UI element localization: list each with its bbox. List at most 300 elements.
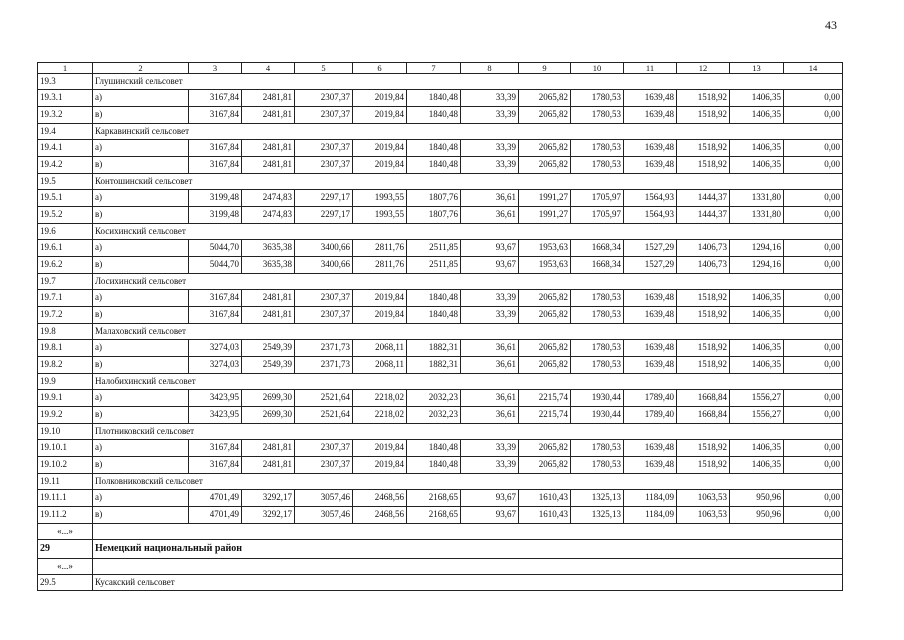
row-label-cell: в) [93, 407, 189, 424]
row-code-cell: 19.4 [38, 124, 93, 140]
table-row [38, 257, 843, 274]
value-cell: 1294,16 [730, 257, 784, 274]
value-cell: 2371,73 [295, 357, 353, 374]
column-header-cell: 2 [93, 63, 189, 74]
row-code-cell: 19.7 [38, 274, 93, 290]
value-cell: 2168,65 [407, 507, 461, 524]
value-cell: 1518,92 [677, 307, 730, 324]
value-cell: 0,00 [784, 107, 843, 124]
value-cell: 4701,49 [189, 490, 242, 507]
row-label-cell: а) [93, 290, 189, 307]
settlement-row [38, 374, 843, 390]
value-cell: 1518,92 [677, 340, 730, 357]
row-label-cell: а) [93, 440, 189, 457]
value-cell: 1518,92 [677, 357, 730, 374]
column-header-cell: 4 [242, 63, 295, 74]
value-cell: 3400,66 [295, 257, 353, 274]
value-cell: 36,61 [461, 390, 519, 407]
value-cell: 2811,76 [353, 240, 407, 257]
value-cell: 1294,16 [730, 240, 784, 257]
value-cell: 3167,84 [189, 307, 242, 324]
row-name-cell: Контошинский сельсовет [93, 174, 843, 190]
row-code-cell: 19.11.2 [38, 507, 93, 524]
value-cell: 2699,30 [242, 407, 295, 424]
value-cell: 1807,76 [407, 207, 461, 224]
value-cell: 2307,37 [295, 157, 353, 174]
value-cell: 0,00 [784, 440, 843, 457]
value-cell: 0,00 [784, 240, 843, 257]
value-cell: 1406,35 [730, 290, 784, 307]
value-cell: 0,00 [784, 190, 843, 207]
table-row [38, 407, 843, 424]
value-cell: 1780,53 [571, 440, 624, 457]
value-cell: 0,00 [784, 90, 843, 107]
value-cell: 2019,84 [353, 107, 407, 124]
value-cell: 2019,84 [353, 307, 407, 324]
column-header-cell: 13 [730, 63, 784, 74]
value-cell: 0,00 [784, 490, 843, 507]
settlement-row [38, 474, 843, 490]
value-cell: 2307,37 [295, 140, 353, 157]
row-name-cell: Каркавинский сельсовет [93, 124, 843, 140]
value-cell: 2168,65 [407, 490, 461, 507]
value-cell: 1668,84 [677, 390, 730, 407]
row-code-cell: «...» [38, 524, 93, 540]
row-code-cell: 19.3 [38, 74, 93, 90]
value-cell: 1518,92 [677, 440, 730, 457]
row-code-cell: 19.8 [38, 324, 93, 340]
value-cell: 1639,48 [624, 307, 677, 324]
row-code-cell: 19.5 [38, 174, 93, 190]
settlement-row [38, 575, 843, 591]
value-cell: 1780,53 [571, 357, 624, 374]
value-cell: 1639,48 [624, 457, 677, 474]
value-cell: 1063,53 [677, 490, 730, 507]
value-cell: 1930,44 [571, 390, 624, 407]
value-cell: 3167,84 [189, 107, 242, 124]
value-cell: 2065,82 [519, 340, 571, 357]
value-cell: 2019,84 [353, 457, 407, 474]
value-cell: 2481,81 [242, 107, 295, 124]
value-cell: 1406,35 [730, 340, 784, 357]
ellipsis-row [38, 524, 843, 540]
column-header-cell: 12 [677, 63, 730, 74]
column-header-cell: 11 [624, 63, 677, 74]
column-header-cell: 6 [353, 63, 407, 74]
row-name-cell: Глушинский сельсовет [93, 74, 843, 90]
row-code-cell: 29.5 [38, 575, 93, 591]
value-cell: 33,39 [461, 90, 519, 107]
settlement-row [38, 224, 843, 240]
value-cell: 2032,23 [407, 407, 461, 424]
value-cell: 1780,53 [571, 290, 624, 307]
table-row [38, 307, 843, 324]
value-cell: 2065,82 [519, 440, 571, 457]
value-cell: 33,39 [461, 140, 519, 157]
value-cell: 0,00 [784, 157, 843, 174]
table-row [38, 390, 843, 407]
value-cell: 2019,84 [353, 90, 407, 107]
value-cell: 36,61 [461, 207, 519, 224]
value-cell: 1639,48 [624, 107, 677, 124]
row-label-cell: в) [93, 307, 189, 324]
value-cell: 1564,93 [624, 190, 677, 207]
value-cell: 2481,81 [242, 290, 295, 307]
value-cell: 3167,84 [189, 457, 242, 474]
value-cell: 36,61 [461, 407, 519, 424]
value-cell: 1406,35 [730, 457, 784, 474]
value-cell: 1780,53 [571, 157, 624, 174]
row-code-cell: 19.10.1 [38, 440, 93, 457]
value-cell: 1406,35 [730, 140, 784, 157]
value-cell: 2307,37 [295, 307, 353, 324]
row-label-cell: а) [93, 240, 189, 257]
value-cell: 3199,48 [189, 207, 242, 224]
value-cell: 1780,53 [571, 140, 624, 157]
column-header-cell: 5 [295, 63, 353, 74]
value-cell: 1840,48 [407, 90, 461, 107]
column-header-cell: 1 [38, 63, 93, 74]
value-cell: 33,39 [461, 290, 519, 307]
value-cell: 950,96 [730, 490, 784, 507]
value-cell: 2019,84 [353, 290, 407, 307]
value-cell: 1780,53 [571, 307, 624, 324]
value-cell: 1639,48 [624, 340, 677, 357]
value-cell: 2474,83 [242, 190, 295, 207]
value-cell: 1639,48 [624, 140, 677, 157]
district-row [38, 540, 843, 559]
value-cell: 1780,53 [571, 340, 624, 357]
settlement-row [38, 274, 843, 290]
row-label-cell: а) [93, 90, 189, 107]
row-code-cell: 29 [38, 540, 93, 559]
value-cell: 1639,48 [624, 357, 677, 374]
value-cell: 1406,35 [730, 157, 784, 174]
value-cell: 1953,63 [519, 240, 571, 257]
value-cell: 1930,44 [571, 407, 624, 424]
value-cell: 1780,53 [571, 457, 624, 474]
value-cell: 3167,84 [189, 440, 242, 457]
row-name-cell: Немецкий национальный район [93, 540, 843, 559]
value-cell: 3423,95 [189, 390, 242, 407]
value-cell: 3400,66 [295, 240, 353, 257]
value-cell: 2218,02 [353, 390, 407, 407]
column-header-cell: 10 [571, 63, 624, 74]
value-cell: 0,00 [784, 140, 843, 157]
row-code-cell: 19.6.2 [38, 257, 93, 274]
value-cell: 3199,48 [189, 190, 242, 207]
value-cell: 2065,82 [519, 90, 571, 107]
value-cell: 1882,31 [407, 340, 461, 357]
value-cell: 2481,81 [242, 440, 295, 457]
row-code-cell: «...» [38, 559, 93, 575]
value-cell: 1668,34 [571, 240, 624, 257]
value-cell: 1991,27 [519, 190, 571, 207]
value-cell: 93,67 [461, 507, 519, 524]
value-cell: 2481,81 [242, 140, 295, 157]
value-cell: 950,96 [730, 507, 784, 524]
value-cell: 2019,84 [353, 140, 407, 157]
value-cell: 2371,73 [295, 340, 353, 357]
value-cell: 33,39 [461, 157, 519, 174]
value-cell: 1444,37 [677, 207, 730, 224]
value-cell: 2307,37 [295, 290, 353, 307]
row-label-cell: в) [93, 157, 189, 174]
value-cell: 33,39 [461, 440, 519, 457]
value-cell: 2549,39 [242, 340, 295, 357]
value-cell: 0,00 [784, 457, 843, 474]
value-cell: 2468,56 [353, 490, 407, 507]
column-header-cell: 14 [784, 63, 843, 74]
value-cell: 2215,74 [519, 407, 571, 424]
value-cell: 1639,48 [624, 157, 677, 174]
row-code-cell: 19.7.2 [38, 307, 93, 324]
row-name-cell: Косихинский сельсовет [93, 224, 843, 240]
value-cell: 0,00 [784, 307, 843, 324]
row-code-cell: 19.3.1 [38, 90, 93, 107]
value-cell: 1444,37 [677, 190, 730, 207]
value-cell: 1406,35 [730, 307, 784, 324]
row-label-cell: в) [93, 257, 189, 274]
table-row [38, 357, 843, 374]
value-cell: 0,00 [784, 390, 843, 407]
value-cell: 1991,27 [519, 207, 571, 224]
value-cell: 1840,48 [407, 290, 461, 307]
value-cell: 2068,11 [353, 340, 407, 357]
column-header-cell: 8 [461, 63, 519, 74]
value-cell: 3167,84 [189, 90, 242, 107]
value-cell: 2065,82 [519, 140, 571, 157]
value-cell: 1331,80 [730, 207, 784, 224]
row-name-cell: Плотниковский сельсовет [93, 424, 843, 440]
row-label-cell: в) [93, 207, 189, 224]
row-code-cell: 19.9 [38, 374, 93, 390]
value-cell: 33,39 [461, 457, 519, 474]
table-row [38, 107, 843, 124]
value-cell: 2521,64 [295, 407, 353, 424]
table-row [38, 90, 843, 107]
value-cell: 36,61 [461, 190, 519, 207]
value-cell: 1807,76 [407, 190, 461, 207]
value-cell: 1406,35 [730, 107, 784, 124]
value-cell: 1325,13 [571, 490, 624, 507]
value-cell: 1527,29 [624, 240, 677, 257]
row-code-cell: 19.6.1 [38, 240, 93, 257]
value-cell: 1993,55 [353, 207, 407, 224]
row-name-cell: Лосихинский сельсовет [93, 274, 843, 290]
value-cell: 36,61 [461, 340, 519, 357]
settlement-row [38, 74, 843, 90]
value-cell: 3167,84 [189, 140, 242, 157]
value-cell: 2065,82 [519, 290, 571, 307]
row-code-cell: 19.6 [38, 224, 93, 240]
value-cell: 3423,95 [189, 407, 242, 424]
tariff-table [37, 62, 843, 591]
value-cell: 2297,17 [295, 207, 353, 224]
value-cell: 2065,82 [519, 157, 571, 174]
row-name-cell: Налобихинский сельсовет [93, 374, 843, 390]
value-cell: 1993,55 [353, 190, 407, 207]
row-code-cell: 19.8.1 [38, 340, 93, 357]
row-code-cell: 19.10 [38, 424, 93, 440]
row-code-cell: 19.7.1 [38, 290, 93, 307]
value-cell: 2019,84 [353, 440, 407, 457]
value-cell: 0,00 [784, 340, 843, 357]
row-name-cell [93, 524, 843, 540]
value-cell: 2307,37 [295, 440, 353, 457]
value-cell: 0,00 [784, 407, 843, 424]
value-cell: 2065,82 [519, 357, 571, 374]
table-row [38, 507, 843, 524]
value-cell: 2065,82 [519, 107, 571, 124]
row-name-cell [93, 559, 843, 575]
value-cell: 2065,82 [519, 457, 571, 474]
row-label-cell: в) [93, 507, 189, 524]
value-cell: 3274,03 [189, 340, 242, 357]
value-cell: 1882,31 [407, 357, 461, 374]
column-header-cell: 9 [519, 63, 571, 74]
table-row [38, 140, 843, 157]
value-cell: 1564,93 [624, 207, 677, 224]
value-cell: 3057,46 [295, 507, 353, 524]
value-cell: 1639,48 [624, 440, 677, 457]
value-cell: 2019,84 [353, 157, 407, 174]
value-cell: 2549,39 [242, 357, 295, 374]
value-cell: 1780,53 [571, 107, 624, 124]
row-code-cell: 19.11 [38, 474, 93, 490]
value-cell: 0,00 [784, 290, 843, 307]
page-number: 43 [825, 18, 837, 32]
value-cell: 0,00 [784, 357, 843, 374]
value-cell: 1610,43 [519, 490, 571, 507]
value-cell: 3635,38 [242, 257, 295, 274]
value-cell: 36,61 [461, 357, 519, 374]
value-cell: 1184,09 [624, 507, 677, 524]
value-cell: 3635,38 [242, 240, 295, 257]
column-header-cell: 3 [189, 63, 242, 74]
table-row [38, 290, 843, 307]
value-cell: 1331,80 [730, 190, 784, 207]
row-code-cell: 19.11.1 [38, 490, 93, 507]
value-cell: 2307,37 [295, 90, 353, 107]
value-cell: 1527,29 [624, 257, 677, 274]
row-code-cell: 19.5.1 [38, 190, 93, 207]
value-cell: 33,39 [461, 307, 519, 324]
value-cell: 1953,63 [519, 257, 571, 274]
row-code-cell: 19.10.2 [38, 457, 93, 474]
value-cell: 1406,35 [730, 357, 784, 374]
row-code-cell: 19.9.1 [38, 390, 93, 407]
row-label-cell: в) [93, 107, 189, 124]
value-cell: 1556,27 [730, 390, 784, 407]
value-cell: 1518,92 [677, 140, 730, 157]
value-cell: 1668,84 [677, 407, 730, 424]
value-cell: 1780,53 [571, 90, 624, 107]
value-cell: 2468,56 [353, 507, 407, 524]
value-cell: 2032,23 [407, 390, 461, 407]
table-row [38, 157, 843, 174]
value-cell: 0,00 [784, 257, 843, 274]
row-label-cell: в) [93, 457, 189, 474]
settlement-row [38, 324, 843, 340]
value-cell: 3167,84 [189, 157, 242, 174]
value-cell: 1705,97 [571, 207, 624, 224]
row-label-cell: а) [93, 140, 189, 157]
value-cell: 1789,40 [624, 407, 677, 424]
value-cell: 1840,48 [407, 307, 461, 324]
row-code-cell: 19.4.2 [38, 157, 93, 174]
ellipsis-row [38, 559, 843, 575]
row-code-cell: 19.3.2 [38, 107, 93, 124]
table-row [38, 207, 843, 224]
value-cell: 2511,85 [407, 240, 461, 257]
value-cell: 1325,13 [571, 507, 624, 524]
value-cell: 2068,11 [353, 357, 407, 374]
value-cell: 3057,46 [295, 490, 353, 507]
value-cell: 93,67 [461, 490, 519, 507]
value-cell: 3292,17 [242, 507, 295, 524]
row-label-cell: а) [93, 390, 189, 407]
row-code-cell: 19.8.2 [38, 357, 93, 374]
value-cell: 2481,81 [242, 457, 295, 474]
row-code-cell: 19.4.1 [38, 140, 93, 157]
value-cell: 2307,37 [295, 107, 353, 124]
row-name-cell: Малаховский сельсовет [93, 324, 843, 340]
value-cell: 1518,92 [677, 290, 730, 307]
value-cell: 0,00 [784, 507, 843, 524]
value-cell: 2481,81 [242, 307, 295, 324]
table-row [38, 190, 843, 207]
column-header-cell: 7 [407, 63, 461, 74]
table-row [38, 457, 843, 474]
settlement-row [38, 124, 843, 140]
row-label-cell: а) [93, 490, 189, 507]
settlement-row [38, 424, 843, 440]
row-code-cell: 19.9.2 [38, 407, 93, 424]
row-label-cell: а) [93, 190, 189, 207]
value-cell: 5044,70 [189, 240, 242, 257]
row-name-cell: Полковниковский сельсовет [93, 474, 843, 490]
value-cell: 1840,48 [407, 140, 461, 157]
value-cell: 2481,81 [242, 90, 295, 107]
value-cell: 1406,73 [677, 240, 730, 257]
column-header-row [38, 63, 843, 74]
value-cell: 93,67 [461, 257, 519, 274]
value-cell: 1789,40 [624, 390, 677, 407]
table-row [38, 240, 843, 257]
value-cell: 1406,73 [677, 257, 730, 274]
value-cell: 2521,64 [295, 390, 353, 407]
value-cell: 2065,82 [519, 307, 571, 324]
value-cell: 2218,02 [353, 407, 407, 424]
value-cell: 1639,48 [624, 90, 677, 107]
value-cell: 1610,43 [519, 507, 571, 524]
value-cell: 2811,76 [353, 257, 407, 274]
value-cell: 1518,92 [677, 90, 730, 107]
value-cell: 1406,35 [730, 90, 784, 107]
value-cell: 93,67 [461, 240, 519, 257]
row-label-cell: а) [93, 340, 189, 357]
value-cell: 1705,97 [571, 190, 624, 207]
value-cell: 3274,03 [189, 357, 242, 374]
row-label-cell: в) [93, 357, 189, 374]
settlement-row [38, 174, 843, 190]
value-cell: 1184,09 [624, 490, 677, 507]
value-cell: 1840,48 [407, 440, 461, 457]
value-cell: 1639,48 [624, 290, 677, 307]
value-cell: 2474,83 [242, 207, 295, 224]
value-cell: 2511,85 [407, 257, 461, 274]
